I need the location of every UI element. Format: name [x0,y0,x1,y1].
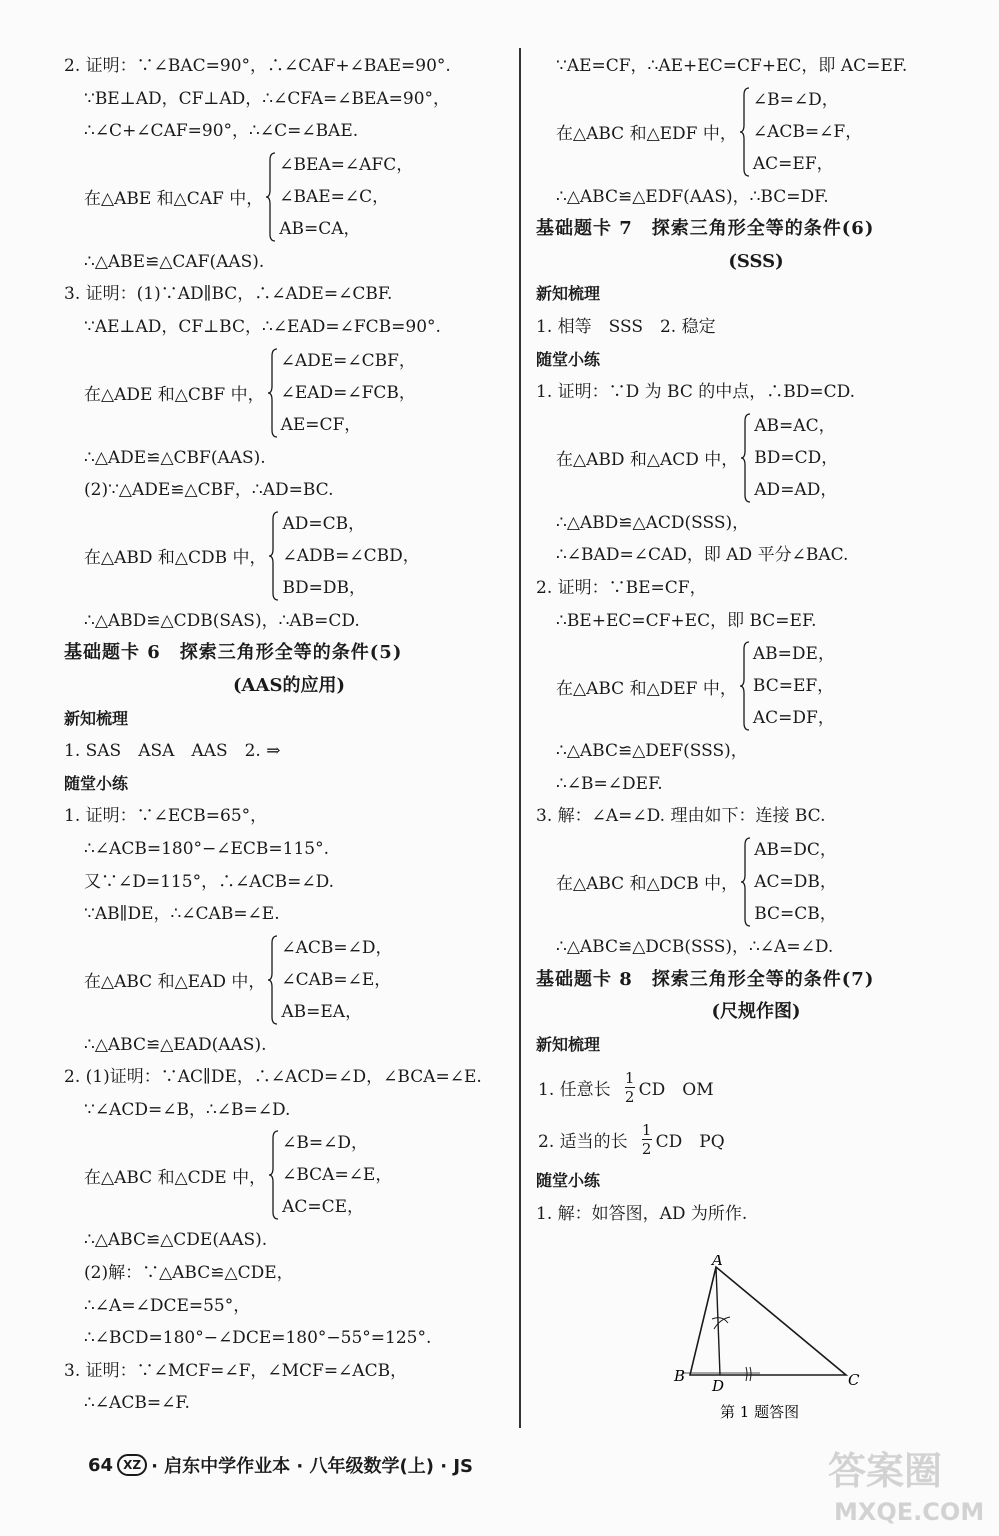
brace-system [536,409,976,507]
brace-lead: 在△ADE 和△CBF 中， [84,385,265,406]
brace-system [536,833,976,931]
brace-items [282,1127,392,1223]
text-line: ∴△ABC≌△EAD(AAS). [84,1034,267,1055]
watermark-logo [820,1440,990,1530]
text-line: 1. 证明：∵∠ECB=65°， [64,806,268,827]
text-line: ∴△ADE≌△CBF(AAS). [84,447,266,468]
brace-lead: 在△ABC 和△EDF 中， [556,124,737,145]
brace-item: AC=CE， [282,1197,365,1218]
text-line: ∴BE+EC=CF+EC，即 BC=EF. [556,610,817,631]
brace-item: AB=EA， [281,1001,363,1022]
left-brace-icon [740,641,750,731]
column-divider [519,48,521,1428]
text-line: 1. SAS ASA AAS 2. ⇒ [64,741,281,762]
fraction [642,1122,652,1157]
section-label: 新知梳理 [64,708,129,728]
right-column [536,50,976,1230]
text-line: ∴∠C+∠CAF=90°，∴∠C=∠BAE. [84,121,359,142]
text-line: ∴△ABC≌△DEF(SSS)， [556,741,748,762]
brace-system [64,507,514,605]
text-line: ∵AE⊥AD，CF⊥BC，∴∠EAD=∠FCB=90°. [84,316,441,337]
brace-item: BC=CB， [754,903,837,924]
frac-suffix: CD OM [638,1079,714,1100]
frac-prefix: 2. 适当的长 [538,1131,628,1152]
text-line: 2. (1)证明：∵AC∥DE，∴∠ACD=∠D，∠BCA=∠E. [64,1067,482,1088]
left-brace-icon [741,413,751,503]
left-brace-icon [741,837,751,927]
footer-title: · 启东中学作业本 · 八年级数学(上) · JS [151,1456,474,1477]
brace-lead: 在△ABC 和△CDE 中， [84,1167,267,1188]
text-line: ∴△ABD≌△CDB(SAS)，∴AB=CD. [84,610,360,631]
text-line: 3. 证明：(1)∵AD∥BC，∴∠ADE=∠CBF. [64,284,393,305]
text-line: ∴∠ACB=180°−∠ECB=115°. [84,838,330,859]
text-line: ∵BE⊥AD，CF⊥AD，∴∠CFA=∠BEA=90°， [84,88,451,109]
fraction-numerator: 1 [624,1068,635,1087]
text-line: ∴∠BAD=∠CAD，即 AD 平分∠BAC. [556,545,849,566]
brace-item: AE=CF， [280,414,362,435]
brace-item: AC=EF， [752,153,834,174]
brace-lead: 在△ABC 和△DEF 中， [556,678,737,699]
brace-item: AC=DB， [754,871,837,892]
section-label: 随堂小练 [64,773,129,793]
figure-caption: 第 1 题答图 [720,1403,800,1421]
text-line: ∴△ABC≌△EDF(AAS)，∴BC=DF. [556,186,829,207]
text-line: ∵∠ACD=∠B，∴∠B=∠D. [84,1099,291,1120]
text-line: ∴△ABD≌△ACD(SSS)， [556,512,750,533]
brace-item: ∠CAB=∠E， [281,969,392,990]
text-line: ∵AB∥DE，∴∠CAB=∠E. [84,904,280,925]
brace-item: AD=CB， [282,513,366,534]
section-heading: 基础题卡 8 探索三角形全等的条件(7) [536,968,875,990]
left-brace-icon [268,935,278,1025]
brace-item: AD=AD， [754,479,838,500]
left-brace-icon [269,511,279,601]
text-line [536,1113,976,1165]
text-line: 1. 证明：∵D 为 BC 的中点，∴BD=CD. [536,382,856,403]
vertex-label-a: A [712,1255,723,1269]
brace-item: BD=DB， [282,577,366,598]
brace-items [281,932,392,1028]
triangle-abc [690,1267,846,1375]
watermark-url: MXQE.COM [834,1498,985,1526]
vertex-label-c: C [848,1371,860,1389]
fraction-numerator: 1 [641,1120,652,1139]
text-line [536,1061,976,1113]
brace-item: AB=CA， [279,218,361,239]
brace-items [279,149,413,245]
brace-item: ∠ADB=∠CBD， [282,545,420,566]
watermark-text: 答案圈 [828,1449,943,1493]
brace-lead: 在△ABD 和△CDB 中， [84,548,267,569]
brace-item: ∠ACB=∠D， [281,937,393,958]
brace-item: AC=DF， [752,708,835,729]
section-label: 新知梳理 [536,1034,601,1054]
page-footer [88,1452,473,1478]
brace-item: ∠BEA=∠AFC， [279,154,414,175]
section-heading: 基础题卡 7 探索三角形全等的条件(6) [536,218,875,240]
text-line: ∴∠BCD=180°−∠DCE=180°−55°=125°. [84,1328,432,1349]
vertex-label-b: B [674,1367,686,1385]
text-line: ∴∠ACB=∠F. [84,1393,190,1414]
brace-lead: 在△ABE 和△CAF 中， [84,189,264,210]
brace-items [282,508,419,604]
brace-item: ∠B=∠D， [282,1133,368,1154]
section-subheading: (SSS) [728,250,784,272]
brace-lead: 在△ABC 和△DCB 中， [556,874,739,895]
text-line: 2. 证明：∵BE=CF， [536,577,707,598]
section-label: 随堂小练 [536,1171,601,1191]
brace-items [754,834,837,930]
text-line: 3. 解：∠A=∠D. 理由如下：连接 BC. [536,806,826,827]
brace-system [64,344,514,442]
text-line: ∴△ABC≌△DCB(SSS)，∴∠A=∠D. [556,936,834,957]
text-line: 1. 解：如答图，AD 为所作. [536,1203,748,1224]
brace-item: AB=DE， [752,644,835,665]
section-heading: 基础题卡 6 探索三角形全等的条件(5) [64,642,403,664]
text-line: ∴∠B=∠DEF. [556,773,663,794]
page-number: 64 [88,1454,114,1476]
frac-suffix: CD PQ [655,1131,725,1152]
brace-system [536,637,976,735]
text-line: ∵AE=CF，∴AE+EC=CF+EC，即 AC=EF. [556,56,908,76]
brace-lead: 在△ABC 和△EAD 中， [84,972,266,993]
brace-items [753,638,835,734]
left-brace-icon [269,1130,279,1220]
frac-prefix: 1. 任意长 [538,1079,611,1100]
brace-item: ∠ADE=∠CBF， [280,350,416,371]
segment-ad [716,1267,720,1375]
left-brace-icon [266,152,276,242]
brace-system [64,148,514,246]
section-label: 新知梳理 [536,284,601,304]
brace-system [64,931,514,1029]
fraction [625,1070,635,1105]
section-label: 随堂小练 [536,349,601,369]
left-column [64,50,514,1420]
text-line: (2)解：∵△ABC≌△CDE， [84,1263,294,1284]
brace-system [536,83,976,181]
brace-item: ∠BAE=∠C， [279,186,390,207]
brace-items [753,84,862,180]
brace-item: BD=CD， [754,447,839,468]
text-line: ∴∠A=∠DCE=55°， [84,1295,251,1316]
point-label-d: D [712,1377,725,1395]
arc-mark [750,1367,751,1381]
fraction-denominator: 2 [641,1139,652,1158]
brace-item: ∠ACB=∠F， [752,121,863,142]
text-line: 又∵∠D=115°，∴∠ACB=∠D. [84,871,335,892]
text-line: 2. 证明：∵∠BAC=90°，∴∠CAF+∠BAE=90°. [64,56,451,76]
text-line: ∴△ABC≌△CDE(AAS). [84,1230,268,1251]
brace-item: AB=DC， [754,839,837,860]
left-brace-icon [740,87,750,177]
brace-item: ∠BCA=∠E， [282,1165,393,1186]
brace-item: BC=EF， [752,676,835,697]
section-subheading: (尺规作图) [711,1001,801,1023]
brand-badge: XZ [117,1454,147,1476]
brace-item: AB=AC， [754,415,836,436]
arc-mark [746,1367,747,1381]
brace-items [754,410,838,506]
text-line: 3. 证明：∵∠MCF=∠F，∠MCF=∠ACB， [64,1360,408,1381]
brace-lead: 在△ABD 和△ACD 中， [556,450,739,471]
brace-item: ∠B=∠D， [752,89,839,110]
brace-items [281,345,416,441]
text-line: (2)∵△ADE≌△CBF，∴AD=BC. [84,480,334,501]
text-line: 1. 相等 SSS 2. 稳定 [536,316,716,337]
brace-item: ∠EAD=∠FCB， [280,382,416,403]
triangle-construction-figure [660,1255,870,1425]
fraction-denominator: 2 [624,1087,635,1106]
brace-system [64,1126,514,1224]
text-line: ∴△ABE≌△CAF(AAS). [84,251,265,272]
section-subheading: (AAS的应用) [233,674,345,696]
left-brace-icon [268,348,278,438]
